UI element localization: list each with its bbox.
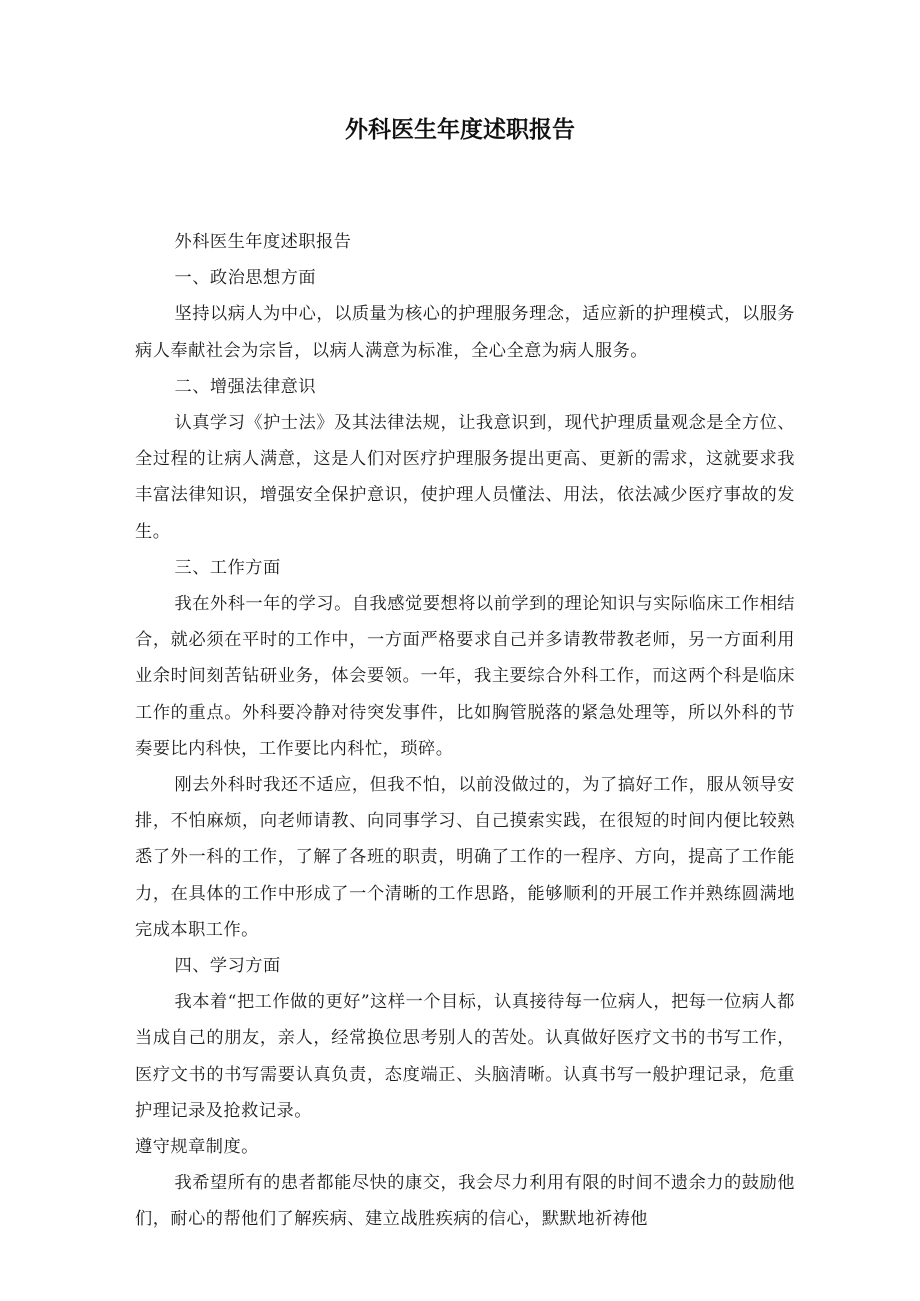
section-heading-law: 二、增强法律意识: [174, 376, 317, 397]
paragraph-work-2: 刚去外科时我还不适应，但我不怕，以前没做过的，为了搞好工作，服从领导安排，不怕麻烦，向老师请教、向同事学习、自己摸索实践，在很短的时间内便比较熟悉了外一科的工作，了解了各班的职责，明确了工作的一程序、方向，提高了工作能力，在具体的工作中形成了一个清晰的工作思路，能够顺利的开展工作并熟练圆满地完成本职工作。: [135, 775, 795, 940]
paragraph-study: 我本着“把工作做的更好”这样一个目标，认真接待每一位病人，把每一位病人都当成自己的朋友，亲人，经常换位思考别人的苦处。认真做好医疗文书的书写工作，医疗文书的书写需要认真负责，态度端正、头脑清晰。认真书写一般护理记录，危重护理记录及抢救记录。: [135, 992, 795, 1121]
section-heading-study: 四、学习方面: [174, 956, 281, 977]
document-body: [135, 224, 795, 1238]
section-heading-work: 三、工作方面: [174, 557, 281, 578]
paragraph-rules: 遵守规章制度。: [135, 1137, 259, 1158]
paragraph-law: 认真学习《护士法》及其法律法规，让我意识到，现代护理质量观念是全方位、全过程的让病人满意，这是人们对医疗护理服务提出更高、更新的需求，这就要求我丰富法律知识，增强安全保护意识，使护理人员懂法、用法，依法减少医疗事故的发生。: [135, 413, 795, 542]
section-heading-politics: 一、政治思想方面: [174, 268, 317, 289]
body-heading: 外科医生年度述职报告: [174, 232, 352, 252]
paragraph-work-1: 我在外科一年的学习。自我感觉要想将以前学到的理论知识与实际临床工作相结合，就必须在平时的工作中，一方面严格要求自己并多请教带教老师，另一方面利用业余时间刻苦钻研业务，体会要领。一年，我主要综合外科工作，而这两个科是临床工作的重点。外科要冷静对待突发事件，比如胸管脱落的紧急处理等，所以外科的节奏要比内科快，工作要比内科忙，琐碎。: [135, 594, 795, 759]
paragraph-hope: 我希望所有的患者都能尽快的康交，我会尽力利用有限的时间不遗余力的鼓励他们，耐心的帮他们了解疾病、建立战胜疾病的信心，默默地祈祷他: [135, 1173, 795, 1230]
document-title: 外科医生年度述职报告: [345, 117, 575, 143]
paragraph-politics: 坚持以病人为中心，以质量为核心的护理服务理念，适应新的护理模式，以服务病人奉献社会为宗旨，以病人满意为标准，全心全意为病人服务。: [135, 304, 795, 361]
